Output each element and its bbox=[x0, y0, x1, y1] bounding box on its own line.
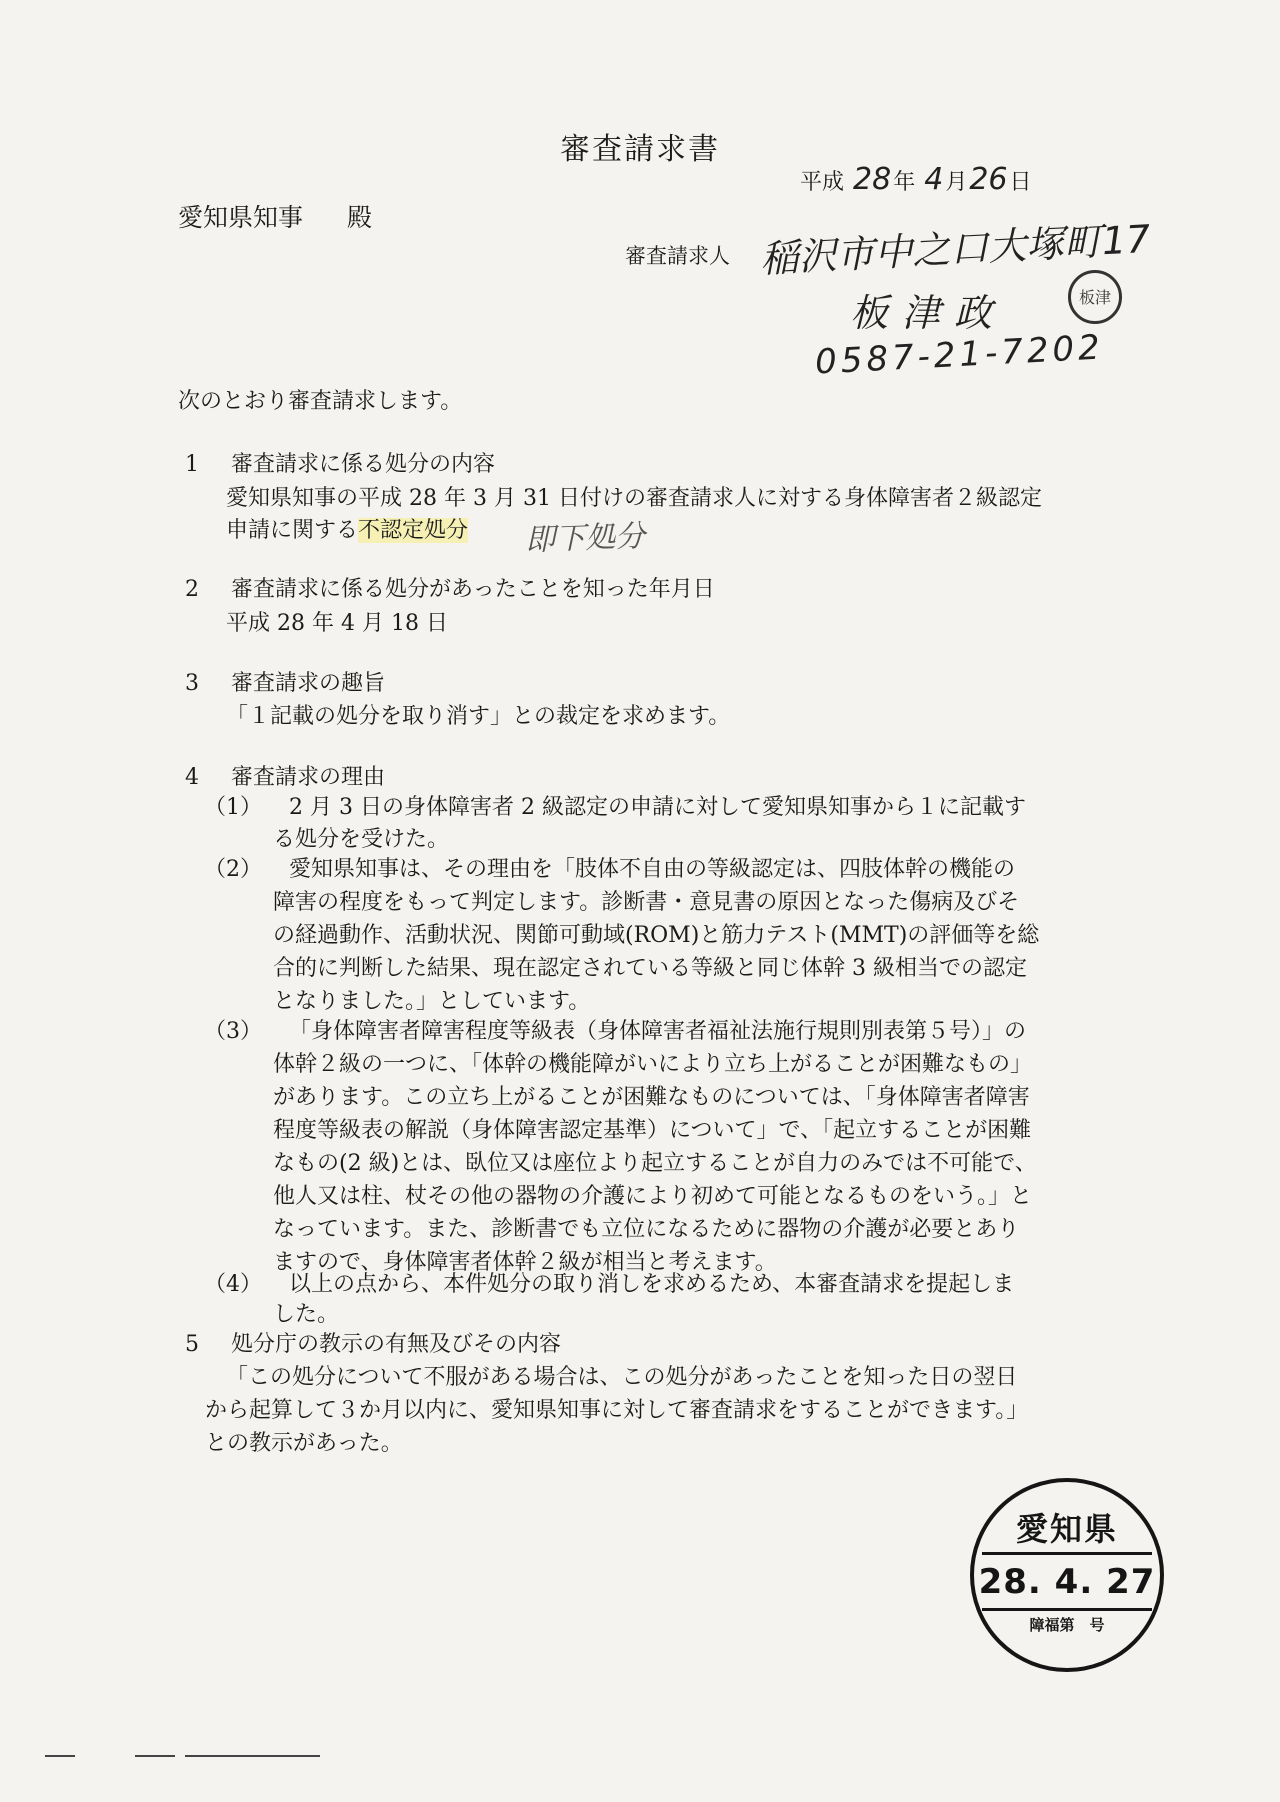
scan-mark bbox=[185, 1755, 320, 1757]
date-month-unit: 月 bbox=[945, 170, 968, 195]
document-date bbox=[800, 162, 1032, 197]
item-line: 程度等級表の解説（身体障害認定基準）について」で、「起立することが困難 bbox=[273, 1118, 1032, 1143]
section-title: 審査請求の理由 bbox=[231, 765, 386, 790]
reason-item bbox=[204, 853, 1015, 887]
section-title: 審査請求の趣旨 bbox=[231, 671, 386, 696]
requester-label: 審査請求人 bbox=[625, 244, 730, 268]
item-line: 以上の点から、本件処分の取り消しを求めるため、本審査請求を提起しま bbox=[289, 1272, 1015, 1297]
reason-item bbox=[204, 1015, 1026, 1049]
reason-item bbox=[204, 791, 1026, 825]
receipt-stamp bbox=[970, 1478, 1164, 1672]
item-label: （4） bbox=[204, 1272, 262, 1297]
item-line: 体幹２級の一つに、「体幹の機能障がいにより立ち上がることが困難なもの」 bbox=[273, 1052, 1033, 1077]
highlighted-text: 不認定処分 bbox=[358, 518, 469, 543]
requester-name: 板津政 bbox=[850, 291, 1007, 335]
stamp-divider bbox=[982, 1608, 1152, 1611]
addressee-honorific: 殿 bbox=[347, 203, 373, 232]
section-5-line: 「この処分について不服がある場合は、この処分があったことを知った日の翌日 bbox=[226, 1365, 1018, 1390]
scan-mark bbox=[45, 1755, 75, 1757]
item-line: があります。この立ち上がることが困難なものについては、「身体障害者障害 bbox=[273, 1085, 1030, 1110]
requester-seal bbox=[1068, 270, 1122, 324]
section-title: 処分庁の教示の有無及びその内容 bbox=[231, 1332, 562, 1357]
section-title: 審査請求に係る処分の内容 bbox=[231, 452, 496, 477]
section-5-heading bbox=[185, 1328, 561, 1362]
section-4-heading bbox=[185, 761, 385, 795]
date-month: 4 bbox=[924, 162, 944, 197]
section-title: 審査請求に係る処分があったことを知った年月日 bbox=[231, 577, 715, 602]
item-line: 「身体障害者障害程度等級表（身体障害者福祉法施行規則別表第５号）」の bbox=[289, 1019, 1027, 1044]
date-era: 平成 bbox=[800, 170, 845, 195]
intro-text: 次のとおり審査請求します。 bbox=[178, 389, 463, 414]
item-line: 障害の程度をもって判定します。診断書・意見書の原因となった傷病及びそ bbox=[273, 890, 1020, 915]
date-day-unit: 日 bbox=[1009, 170, 1032, 195]
section-2-heading bbox=[185, 573, 715, 607]
addressee-name: 愛知県知事 bbox=[178, 203, 304, 232]
requester-seal-text: 板津 bbox=[1078, 287, 1111, 307]
item-line: る処分を受けた。 bbox=[273, 827, 450, 852]
document-title: 審査請求書 bbox=[560, 132, 720, 167]
item-label: （1） bbox=[204, 795, 262, 820]
section-number: 4 bbox=[185, 765, 199, 790]
scan-mark bbox=[135, 1755, 175, 1757]
item-label: （3） bbox=[204, 1019, 262, 1044]
section-1-heading bbox=[185, 448, 495, 482]
section-1-line bbox=[226, 514, 468, 548]
section-5-line: との教示があった。 bbox=[205, 1431, 403, 1456]
item-line: 2 月 3 日の身体障害者 2 級認定の申請に対して愛知県知事から１に記載す bbox=[289, 795, 1026, 820]
section-number: 5 bbox=[185, 1332, 199, 1357]
addressee bbox=[178, 198, 372, 234]
stamp-org: 愛知県 bbox=[1015, 1510, 1118, 1548]
item-line: した。 bbox=[273, 1302, 340, 1327]
requester-address: 稲沢市中之口大塚町17 bbox=[759, 216, 1152, 282]
item-line: となりました。」としています。 bbox=[273, 989, 591, 1014]
reason-item bbox=[204, 1268, 1014, 1302]
item-line: なもの(2 級)とは、臥位又は座位より起立することが自力のみでは不可能で、 bbox=[273, 1151, 1037, 1176]
item-line: 合的に判断した結果、現在認定されている等級と同じ体幹 3 級相当での認定 bbox=[273, 956, 1027, 981]
section-number: 2 bbox=[185, 577, 199, 602]
item-line: 愛知県知事は、その理由を「肢体不自由の等級認定は、四肢体幹の機能の bbox=[289, 857, 1016, 882]
item-line: の経過動作、活動状況、関節可動域(ROM)と筋力テスト(MMT)の評価等を総 bbox=[273, 923, 1040, 948]
item-line: なっています。また、診断書でも立位になるために器物の介護が必要とあり bbox=[273, 1217, 1020, 1242]
date-year: 28 bbox=[853, 162, 892, 197]
stamp-date: 28. 4. 27 bbox=[978, 1562, 1156, 1602]
section-1-line-text: 申請に関する bbox=[226, 518, 359, 543]
section-1-line: 愛知県知事の平成 28 年 3 月 31 日付けの審査請求人に対する身体障害者２級認定 bbox=[226, 486, 1042, 511]
requester-phone: 0587-21-7202 bbox=[814, 327, 1105, 383]
date-year-unit: 年 bbox=[893, 170, 916, 195]
section-5-line: から起算して３か月以内に、愛知県知事に対して審査請求をすることができます。」 bbox=[205, 1398, 1029, 1423]
section-number: 1 bbox=[185, 452, 199, 477]
item-label: （2） bbox=[204, 857, 262, 882]
item-line: ますので、身体障害者体幹２級が相当と考えます。 bbox=[273, 1250, 777, 1275]
section-2-line: 平成 28 年 4 月 18 日 bbox=[226, 611, 448, 636]
item-line: 他人又は柱、杖その他の器物の介護により初めて可能となるものをいう。」と bbox=[273, 1184, 1033, 1209]
section-3-line: 「１記載の処分を取り消す」との裁定を求めます。 bbox=[226, 704, 731, 729]
section-number: 3 bbox=[185, 671, 199, 696]
section-3-heading bbox=[185, 667, 385, 701]
stamp-divider bbox=[982, 1552, 1152, 1555]
handwritten-note: 即下処分 bbox=[524, 518, 646, 559]
stamp-dept: 障福第 号 bbox=[1029, 1616, 1105, 1634]
date-day: 26 bbox=[969, 162, 1008, 197]
